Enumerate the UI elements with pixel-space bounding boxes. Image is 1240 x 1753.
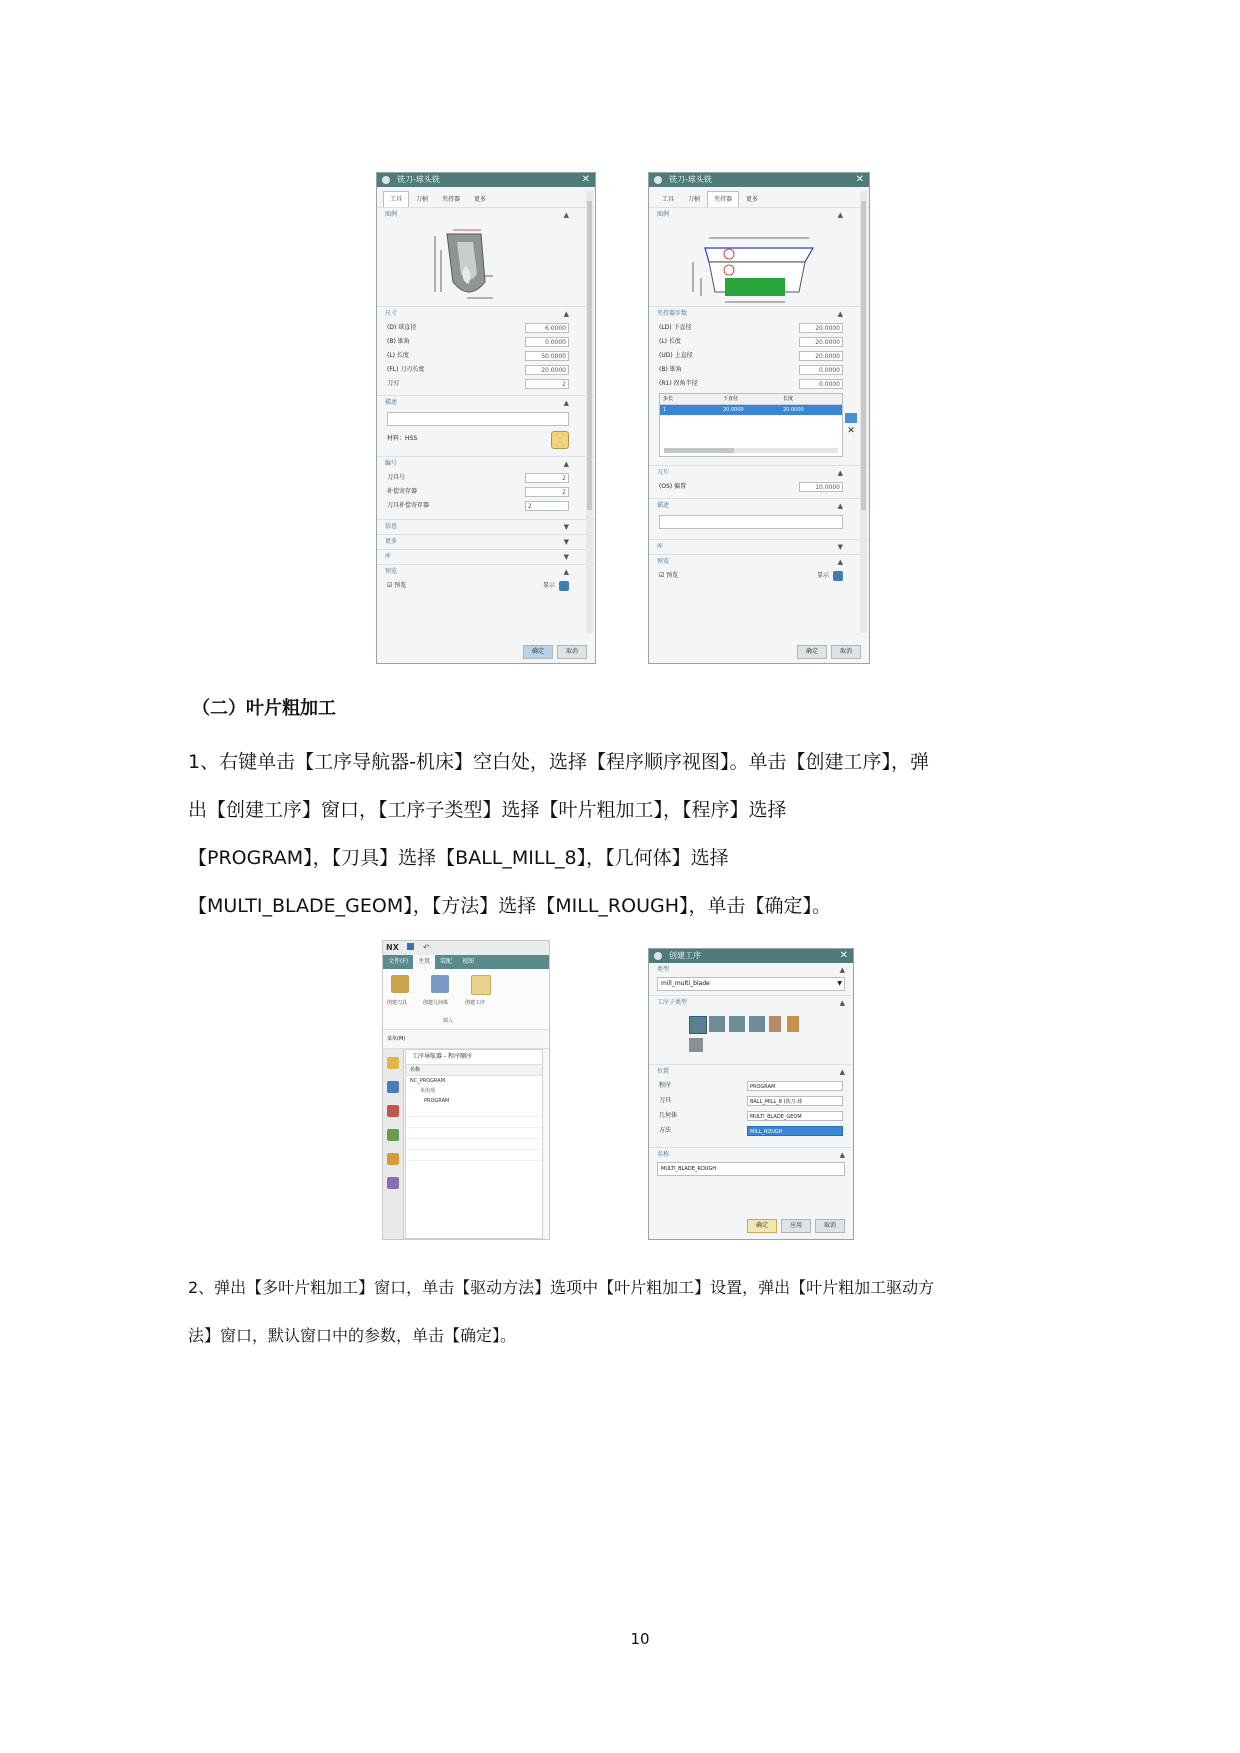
section-description[interactable] [649,498,869,513]
close-icon[interactable]: ✕ [581,174,590,185]
multi-axis-icon[interactable] [769,1016,781,1032]
save-icon[interactable] [407,943,414,950]
close-icon[interactable]: ✕ [855,174,864,185]
param-input[interactable]: 0.0000 [799,365,843,375]
navigator-empty-row[interactable] [406,1150,542,1161]
holder-figure [649,222,869,306]
section-library[interactable] [377,549,595,564]
param-tool-number [377,471,595,485]
field-method [649,1124,853,1139]
paragraph-line: 【MULTI_BLADE_GEOM】，【方法】选择【MILL_ROUGH】，单击【确定】。 [188,895,831,917]
param-length [649,335,869,349]
section-label: 描述 [657,502,670,509]
section-library[interactable] [649,539,869,554]
preview-label: 预览 [666,572,679,579]
tab-more[interactable]: 更多 [746,196,759,203]
ribbon-tab-assembly[interactable]: 装配 [440,958,453,965]
apply-button[interactable]: 应用 [781,1219,811,1233]
gear-icon [382,176,390,184]
method-navigator-icon[interactable] [387,1153,399,1165]
create-operation-icon[interactable] [471,975,491,995]
navigator-title: 工序导航器 - 程序顺序 [406,1050,542,1065]
geometry-select[interactable]: MULTI_BLADE_GEOM [747,1111,843,1121]
create-operation-dialog [648,948,854,1240]
section-label: 预览 [657,558,670,565]
paragraph-line: 【PROGRAM】，【刀具】选择【BALL_MILL_8】，【几何体】选择 [188,847,729,869]
chevron-up-icon: ▲ [563,460,569,468]
param-lower-diameter [649,321,869,335]
section-name[interactable] [649,1147,853,1162]
subtype-icons [649,1010,853,1064]
chevron-up-icon: ▲ [839,1068,845,1076]
create-tool-icon[interactable] [391,975,409,993]
param-input[interactable]: 20.0000 [799,323,843,333]
section-preview[interactable] [377,564,595,579]
quick-access-bar [383,941,549,955]
field-tool [649,1094,853,1109]
section-subtype[interactable] [649,995,853,1010]
navigator-icon[interactable] [387,1057,399,1069]
close-icon[interactable]: ✕ [839,950,848,961]
section-preview[interactable] [649,554,869,569]
section-label: 描述 [385,399,398,406]
tab-shank[interactable]: 刀柄 [416,196,429,203]
ribbon-tab-view[interactable]: 视图 [462,958,475,965]
param-label: 刀具补偿寄存器 [387,502,430,509]
chevron-up-icon: ▲ [837,310,843,318]
section-label: 预览 [385,568,398,575]
chevron-up-icon: ▲ [837,502,843,510]
section-label: 刀片 [657,469,670,476]
type-value: mill_multi_blade [661,980,710,987]
cancel-button[interactable]: 取消 [831,645,861,659]
field-program [649,1079,853,1094]
section-description[interactable] [377,395,595,410]
dialog-buttons [523,645,587,659]
section-figure[interactable] [377,207,595,222]
table-side-tools [845,413,857,436]
ribbon-tools [383,969,549,1030]
resource-bar [383,1049,404,1239]
dialog-title-bar [377,173,595,187]
tab-tool[interactable]: 工具 [383,191,409,207]
section-label: 工序子类型 [657,999,688,1006]
menu-button[interactable]: 菜单(M) [387,1036,406,1042]
ball-mill-diagram [377,222,595,306]
chevron-up-icon: ▲ [837,469,843,477]
section-label: 尺寸 [385,310,398,317]
param-length [377,349,595,363]
method-select[interactable]: MILL_ROUGH [747,1126,843,1136]
chevron-down-icon: ▼ [837,543,843,551]
param-label: (FL) 刀刃长度 [387,366,425,373]
section-label: 名称 [657,1151,670,1158]
param-input[interactable]: 0.0000 [799,379,843,389]
holder-diagram [649,222,869,306]
preview-row [377,579,595,593]
mill-user-icon[interactable] [689,1038,703,1052]
param-input[interactable]: 2 [525,501,569,511]
chevron-up-icon: ▲ [839,966,845,974]
paragraph-line: 2、弹出【多叶片粗加工】窗口，单击【驱动方法】选项中【叶片粗加工】设置，弹出【叶片粗加工驱动方 [188,1278,935,1297]
page-number: 10 [630,1630,650,1648]
dialog-buttons [747,1219,845,1233]
hub-finish-icon[interactable] [729,1016,745,1032]
param-taper-angle [377,335,595,349]
param-label: (UD) 上直径 [659,352,693,359]
section-holder-steps[interactable] [649,306,869,321]
navigator-column-header: 名称 [406,1065,542,1076]
nx-main-window [382,940,550,1240]
tab-more[interactable]: 更多 [474,196,487,203]
param-label: (LD) 下直径 [659,324,692,331]
chevron-down-icon: ▼ [563,553,569,561]
tab-holder[interactable]: 夹持器 [442,196,461,203]
param-label: 刀刃 [387,380,400,387]
table-row[interactable] [660,405,842,415]
ok-button[interactable]: 确定 [797,645,827,659]
navigator-empty-row[interactable] [406,1117,542,1128]
navigator-empty-row[interactable] [406,1139,542,1150]
table-cell: 20.0000 [723,407,744,413]
table-cell: 20.0000 [783,407,804,413]
undo-icon[interactable]: ↶ [422,943,430,952]
param-label: (OS) 偏置 [659,483,687,490]
field-label: 刀具 [659,1097,672,1104]
show-tool-icon[interactable] [559,581,569,591]
ribbon-tabs [383,955,549,969]
delete-step-icon[interactable]: ✕ [847,426,855,436]
cancel-button[interactable]: 取消 [557,645,587,659]
dialog-title-bar [649,173,869,187]
gear-icon [654,176,662,184]
chevron-up-icon: ▲ [839,1151,845,1159]
paragraph-step-1 [188,738,1068,930]
param-input[interactable]: 2 [525,487,569,497]
tab-shank[interactable]: 刀柄 [688,196,701,203]
param-upper-diameter [649,349,869,363]
paragraph-line: 出【创建工序】窗口，【工序子类型】选择【叶片粗加工】，【程序】选择 [188,799,787,821]
param-label: (B) 锥角 [387,338,410,345]
operation-navigator [405,1049,543,1239]
machine-navigator-icon[interactable] [387,1081,399,1093]
param-cutcom-register [377,499,595,513]
param-label: (D) 球直径 [387,324,417,331]
field-label: 几何体 [659,1112,678,1119]
material-picker-icon[interactable] [551,431,569,449]
param-label: 刀具号 [387,474,406,481]
dialog-title: 铣刀-球头铣 [397,175,440,184]
blade-rough-icon[interactable] [689,1016,707,1034]
preview-checkbox[interactable]: ☑ [659,572,667,579]
name-input[interactable]: MULTI_BLADE_ROUGH [657,1162,845,1176]
tool-select[interactable]: BALL_MILL_8 (铣刀-球 [747,1096,843,1106]
material-row [377,428,595,450]
field-geometry [649,1109,853,1124]
preview-checkbox[interactable]: ☑ [387,582,395,589]
section-heading: （二）叶片粗加工 [192,698,336,719]
show-tool-icon[interactable] [833,571,843,581]
ribbon-tab-home[interactable]: 主页 [413,955,435,969]
section-type[interactable] [649,963,853,977]
param-offset [649,480,869,494]
program-select[interactable]: PROGRAM [747,1081,843,1091]
param-label: (L) 长度 [659,338,681,345]
ok-button[interactable]: 确定 [523,645,553,659]
nav-item-unused[interactable]: 未用项 [420,1088,436,1094]
table-header [660,394,842,405]
param-flute-length [377,363,595,377]
description-input[interactable] [659,515,843,529]
geometry-navigator-icon[interactable] [387,1129,399,1141]
tool-dialog-holder [648,172,870,664]
show-button[interactable]: 显示 [816,572,829,579]
param-input[interactable]: 2 [525,379,569,389]
chevron-down-icon: ▼ [837,980,842,987]
param-label: 补偿寄存器 [387,488,418,495]
description-input[interactable] [387,412,569,426]
nav-item-nc-program[interactable]: NC_PROGRAM [410,1078,446,1084]
cancel-button[interactable]: 取消 [815,1219,845,1233]
gear-icon [654,952,662,960]
chevron-up-icon: ▲ [839,999,845,1007]
field-label: 方法 [659,1127,672,1134]
ball-mill-figure [377,222,595,306]
dialog-tabs [655,191,869,207]
param-input[interactable]: 10.0000 [799,482,843,492]
nav-item-program[interactable]: PROGRAM [424,1098,450,1104]
dialog-title: 创建工序 [669,951,701,960]
navigator-empty-row[interactable] [406,1128,542,1139]
section-label: 位置 [657,1068,670,1075]
section-size[interactable] [377,306,595,321]
preview-label: 预览 [394,582,407,589]
tool-navigator-icon[interactable] [387,1105,399,1117]
chevron-up-icon: ▲ [563,310,569,318]
chevron-up-icon: ▲ [563,211,569,219]
table-header-cell: 下直径 [723,396,739,402]
tab-holder[interactable]: 夹持器 [707,191,739,207]
material-label: 材料：HSS [387,435,418,442]
navigator-empty-row[interactable] [406,1106,542,1117]
history-icon[interactable] [387,1177,399,1189]
table-header-cell: 长度 [783,396,794,402]
create-geometry-label: 创建几何体 [423,1000,449,1006]
show-button[interactable]: 显示 [542,582,555,589]
param-label: (R1) 拐角半径 [659,380,698,387]
field-label: 程序 [659,1082,672,1089]
tool-dialog-ball-mill [376,172,596,664]
dialog-title: 铣刀-球头铣 [669,175,712,184]
section-label: 更多 [385,538,398,545]
blend-finish-icon[interactable] [749,1016,765,1032]
paragraph-line: 法】窗口，默认窗口中的参数，单击【确定】。 [188,1326,517,1345]
section-label: 图例 [385,211,398,218]
tool-path-icon[interactable] [787,1016,799,1032]
dialog-title-bar [649,949,853,963]
horizontal-scrollbar[interactable] [664,448,838,453]
param-taper-angle [649,363,869,377]
param-input[interactable]: 20.0000 [799,351,843,361]
chevron-down-icon: ▼ [563,538,569,546]
param-input[interactable]: 0.0000 [525,337,569,347]
section-label: 库 [385,553,392,560]
chevron-up-icon: ▲ [563,399,569,407]
section-location[interactable] [649,1064,853,1079]
nx-logo: NX [386,943,399,952]
param-input[interactable]: 6.0000 [525,323,569,333]
section-label: 编号 [385,460,398,467]
paragraph-line: 1、右键单击【工序导航器-机床】空白处，选择【程序顺序视图】。单击【创建工序】，弹 [188,751,929,773]
param-input[interactable]: 2 [525,473,569,483]
ok-button[interactable]: 确定 [747,1219,777,1233]
create-operation-label: 创建工序 [465,1000,486,1006]
dialog-tabs [383,191,595,207]
chevron-down-icon: ▼ [563,523,569,531]
preview-row [649,569,869,583]
table-header-cell: 步长 [663,396,674,402]
param-ball-diameter [377,321,595,335]
section-offset[interactable] [649,465,869,480]
section-label: 信息 [385,523,398,530]
param-input[interactable]: 20.0000 [525,365,569,375]
table-cell: 1 [663,407,667,413]
tab-tool[interactable]: 工具 [662,196,675,203]
create-tool-label: 创建刀具 [387,1000,408,1006]
section-label: 类型 [657,966,670,973]
section-label: 库 [657,543,664,550]
section-label: 图例 [657,211,670,218]
chevron-up-icon: ▲ [563,568,569,576]
section-label: 夹持器步数 [657,310,688,317]
insert-group-label: 插入 [443,1018,454,1024]
type-select[interactable] [657,977,845,991]
param-input[interactable]: 20.0000 [799,337,843,347]
param-label: (B) 锥角 [659,366,682,373]
filter-bar [383,1030,549,1049]
chevron-up-icon: ▲ [837,558,843,566]
section-number[interactable] [377,456,595,471]
section-figure[interactable] [649,207,869,222]
ribbon-tab-file[interactable]: 文件(F) [388,958,409,965]
add-step-icon[interactable] [845,413,857,423]
param-input[interactable]: 50.0000 [525,351,569,361]
paragraph-step-2 [188,1264,1068,1360]
scrollbar[interactable] [586,191,593,633]
scrollbar[interactable] [860,191,867,633]
dialog-buttons [797,645,861,659]
chevron-up-icon: ▲ [837,211,843,219]
param-label: (L) 长度 [387,352,409,359]
blade-finish-icon[interactable] [709,1016,725,1032]
section-more[interactable] [377,534,595,549]
holder-steps-table [659,393,843,457]
create-geometry-icon[interactable] [431,975,449,993]
section-info[interactable] [377,519,595,534]
param-adjust-register [377,485,595,499]
param-corner-radius [649,377,869,391]
param-flutes [377,377,595,391]
